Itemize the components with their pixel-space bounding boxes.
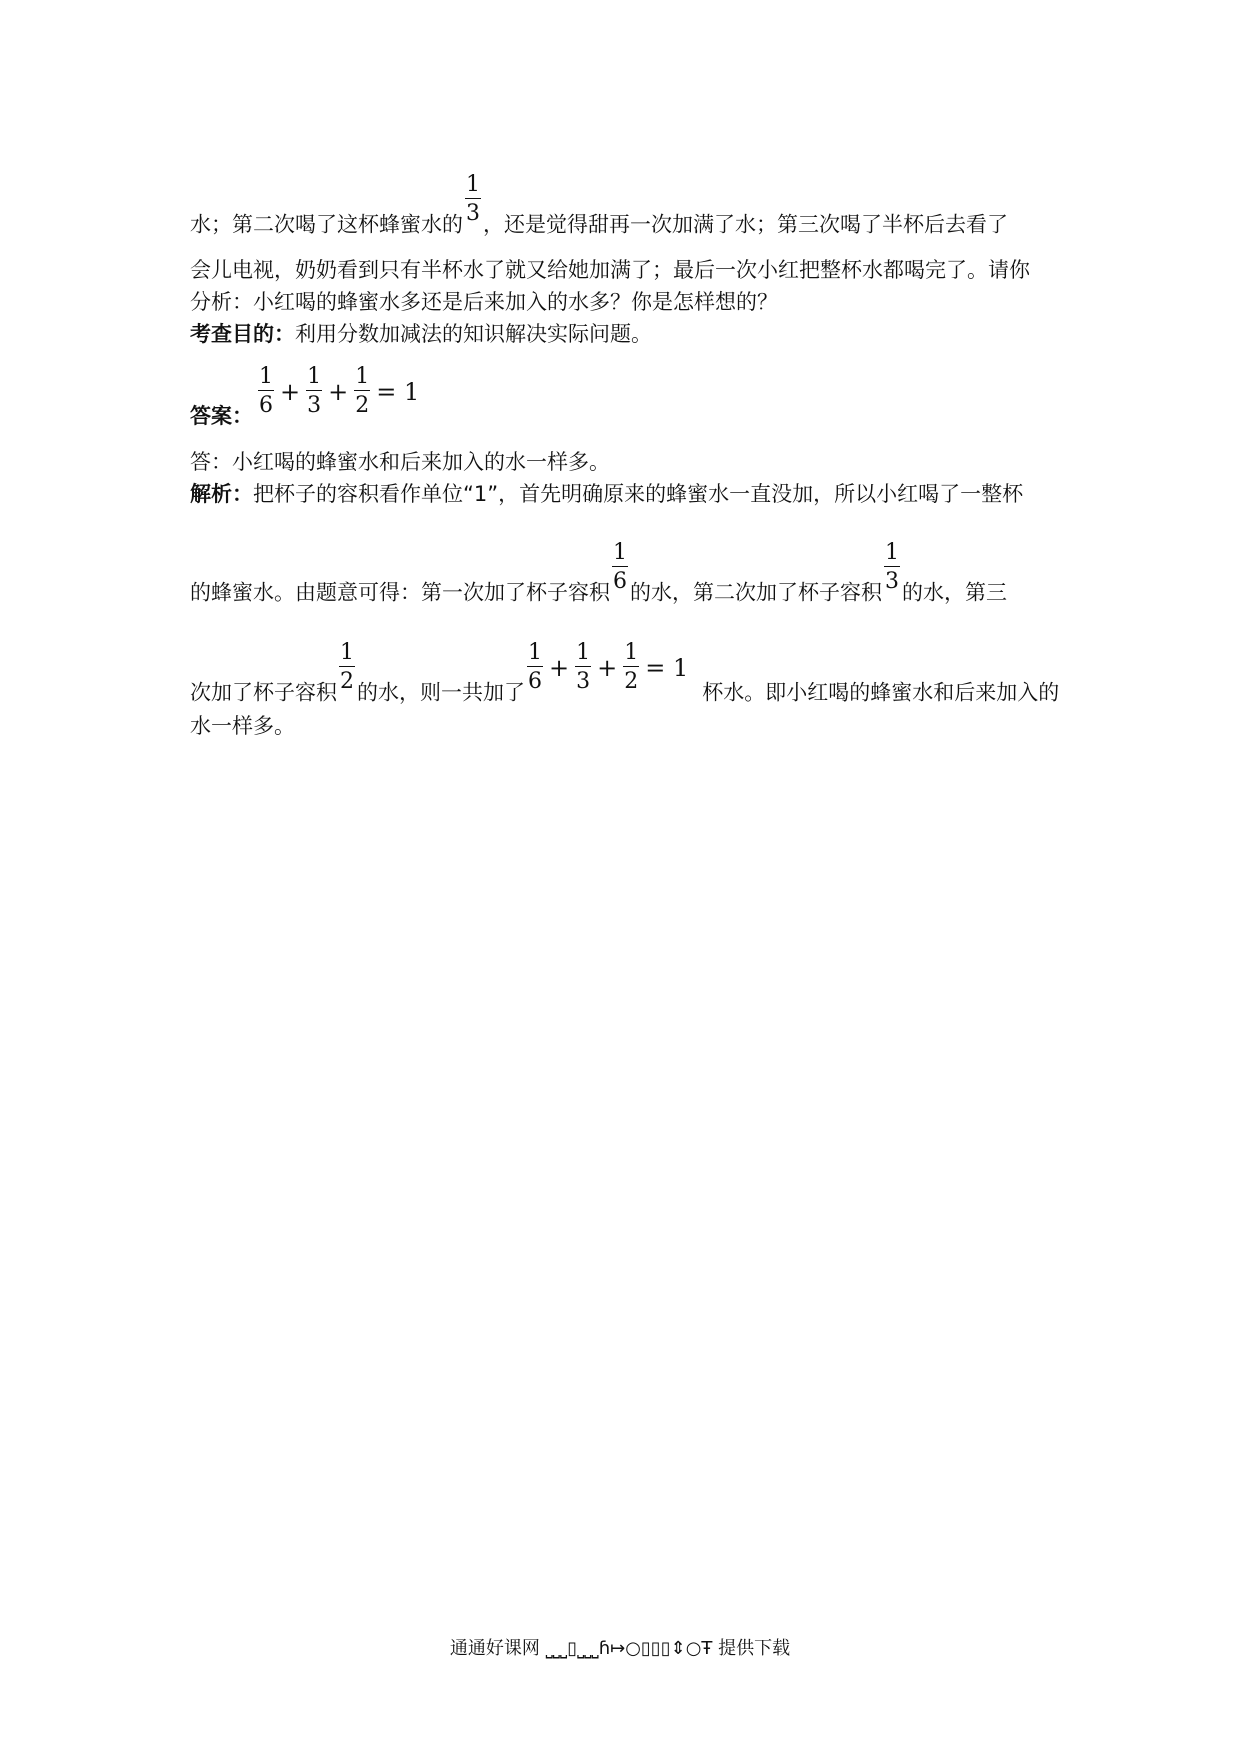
problem-line-1 [190,172,1070,253]
equals-one: = 1 [645,653,689,682]
fraction-denominator: 2 [340,669,354,694]
fraction-numerator: 1 [624,640,639,665]
plus-sign: + [549,653,570,682]
fraction-one-third [575,640,591,695]
problem-line-2: 会儿电视，奶奶看到只有半杯水了就又给她加满了；最后一次小红把整杯水都喝完了。请你 [190,258,1030,282]
fraction-numerator: 1 [885,540,899,565]
fraction-denominator: 6 [528,669,542,694]
analysis-text: 的水，则一共加了 [357,680,525,705]
fraction-one-sixth [527,640,543,695]
fraction-numerator: 1 [576,640,591,665]
fraction-denominator: 3 [466,201,480,226]
analysis-line-2 [190,540,1070,621]
fraction-denominator: 3 [885,569,899,594]
analysis-line-1 [190,480,1070,508]
analysis-text: 把杯子的容积看作单位“1”，首先明确原来的蜂蜜水一直没加，所以小红喝了一整杯 [253,482,1024,506]
fraction-denominator: 2 [624,669,639,694]
purpose-text: 利用分数加减法的知识解决实际问题。 [295,322,652,346]
fraction-numerator: 1 [259,364,273,389]
fraction-one-third [884,540,900,595]
fraction-one-sixth [258,364,274,419]
fraction-numerator: 1 [528,640,542,665]
fraction-numerator: 1 [340,640,354,665]
fraction-denominator: 2 [355,393,370,418]
answer-equation [256,364,423,419]
answer-reply: 答：小红喝的蜂蜜水和后来加入的水一样多。 [190,450,610,474]
plus-sign: + [328,377,349,406]
analysis-label: 解析： [190,482,253,506]
fraction-one-third [306,364,322,419]
fraction-one-half [339,640,355,695]
problem-line-3: 分析：小红喝的蜂蜜水多还是后来加入的水多？你是怎样想的？ [190,290,778,314]
analysis-line-4: 水一样多。 [190,714,295,738]
fraction-denominator: 3 [576,669,591,694]
answer-label: 答案： [190,404,253,428]
analysis-text: 的蜂蜜水。由题意可得：第一次加了杯子容积 [190,580,610,605]
fraction-numerator: 1 [355,364,370,389]
analysis-text: 的水，第二次加了杯子容积 [630,580,882,605]
fraction-denominator: 6 [613,569,627,594]
fraction-one-half [623,640,639,695]
purpose-label: 考查目的： [190,322,295,346]
fraction-numerator: 1 [466,172,480,197]
analysis-text: 杯水。即小红喝的蜂蜜水和后来加入的 [702,680,1060,705]
fraction-one-third [465,172,481,227]
fraction-numerator: 1 [307,364,322,389]
plus-sign: + [597,653,618,682]
fraction-denominator: 6 [259,393,273,418]
analysis-equation [525,640,692,695]
analysis-text: 次加了杯子容积 [190,680,337,705]
problem-text: 水；第二次喝了这杯蜂蜜水的 [190,212,463,237]
page-footer: 通通好课网 ⎵⎵⎵▯⎵⎵⎵ɦ↦○▯▯▯⇕○Ŧ 提供下载 [449,1638,791,1659]
fraction-one-half [354,364,370,419]
analysis-text: 的水，第三 [902,580,1007,605]
problem-text: ，还是觉得甜再一次加满了水；第三次喝了半杯后去看了 [483,212,1008,237]
fraction-denominator: 3 [307,393,322,418]
plus-sign: + [280,377,301,406]
equals-one: = 1 [376,377,420,406]
fraction-numerator: 1 [613,540,627,565]
purpose-line [190,320,1070,348]
fraction-one-sixth [612,540,628,595]
